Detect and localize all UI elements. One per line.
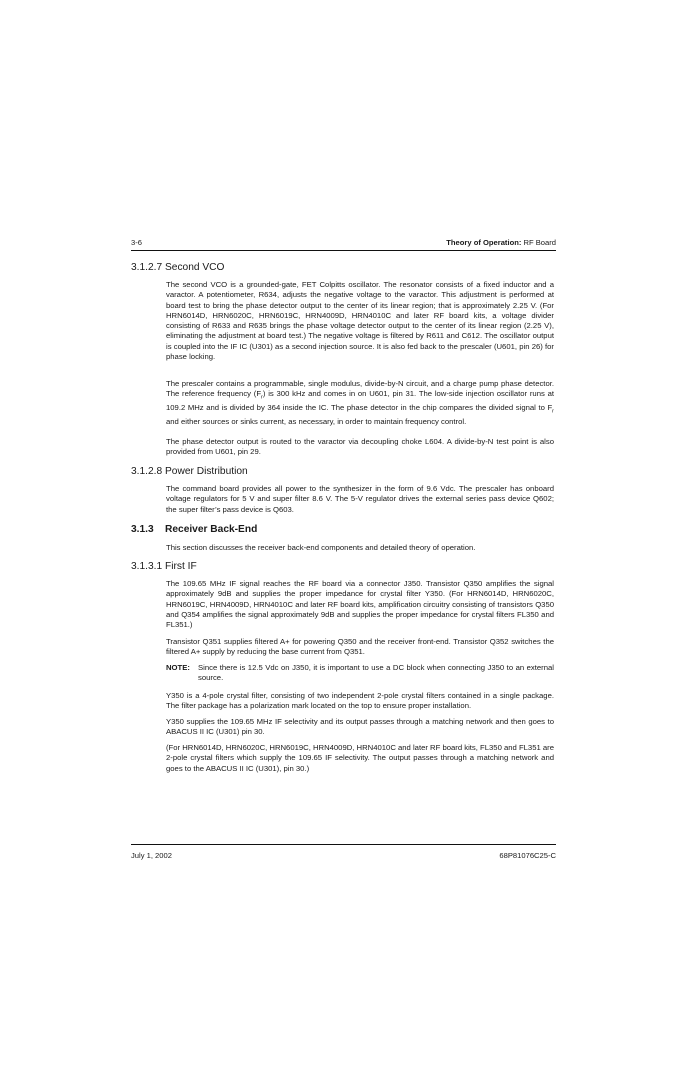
paragraph: Y350 supplies the 109.65 MHz IF selectivity and its output passes through a matching network and then goes to ABACUS II IC (U301) pin 30. [166, 717, 554, 737]
paragraph: The command board provides all power to the synthesizer in the form of 9.6 Vdc. The prescaler has onboard voltage regulators for 5 V and super filter 8.6 V. The 5-V regulator drives the external series pass device Q602; the super filter’s pass device is Q603. [166, 484, 554, 514]
heading-second-vco [131, 262, 224, 273]
paragraph: Transistor Q351 supplies filtered A+ for powering Q350 and the receiver front-end. Transistor Q352 switches the filtered A+ supply by reducing the base current from Q351. [166, 637, 554, 657]
subscript: r [552, 408, 554, 415]
paragraph: The phase detector output is routed to the varactor via decoupling choke L604. A divide-by-N test point is also provided from U601, pin 29. [166, 437, 554, 457]
section-title: First IF [165, 561, 197, 572]
header-rule [131, 250, 556, 251]
page-header [131, 238, 556, 250]
paragraph: (For HRN6014D, HRN6020C, HRN6019C, HRN4009D, HRN4010C and later RF board kits, FL350 and FL351 are 2-pole crystal filters which supply the 109.65 IF selectivity. The output passes through a matching network and goes to the ABACUS II IC (U301), pin 30.) [166, 743, 554, 773]
section-title: Second VCO [165, 262, 225, 273]
section-number: 3.1.3 [131, 524, 154, 535]
heading-power-distribution [131, 466, 248, 477]
running-title-bold: Theory of Operation: [446, 238, 522, 247]
page-number: 3-6 [131, 238, 142, 247]
heading-receiver-back-end [131, 524, 257, 535]
section-number: 3.1.3.1 [131, 561, 163, 572]
heading-first-if [131, 561, 197, 572]
publication-date: July 1, 2002 [131, 851, 172, 860]
text-run: and either sources or sinks current, as necessary, in order to maintain frequency control. [166, 416, 467, 426]
paragraph: This section discusses the receiver back-end components and detailed theory of operation. [166, 543, 476, 552]
paragraph: The 109.65 MHz IF signal reaches the RF board via a connector J350. Transistor Q350 amplifies the signal approximately 9dB and supplies the proper impedance for crystal filter Y350. (For HRN6014D, HRN6020C, HRN6019C, HRN4009D, HRN4010C and later RF board kits, amplification circuitry consisting of transistors Q350 and Q354 amplifies the signal approximately 9dB and supplies the proper impedance for crystal filters FL350 and FL351.) [166, 579, 554, 630]
subscript: r [261, 394, 263, 401]
paragraph: The second VCO is a grounded-gate, FET Colpitts oscillator. The resonator consists of a fixed inductor and a varactor. A potentiometer, R634, adjusts the negative voltage to the varactor. This adjustment is performed at board test to bring the phase detector output to the center of its linear region; that is approximately 2.25 V. (For HRN6014D, HRN6020C, HRN6019C, HRN4009D, HRN4010C and later RF board kits, a voltage divider consisting of R633 and R635 brings the phase voltage detector output to the center of its linear region (2.25 V), eliminating the adjustment at board test.) The negative voltage is filtered by R611 and C612. The oscillator output is coupled into the IF IC (U301) as a second injection source. It is also fed back to the prescaler (U601, pin 26) for phase locking. [166, 280, 554, 362]
note-label: NOTE: [166, 663, 190, 672]
section-title: Receiver Back-End [165, 524, 258, 535]
note-text: Since there is 12.5 Vdc on J350, it is important to use a DC block when connecting J350 to an external source. [198, 663, 554, 683]
document-number: 68P81076C25-C [499, 851, 556, 860]
text-run: ) is 300 kHz and comes in on U601, pin 31. The low-side injection oscillator runs at 109.2 MHz and is divided by 364 inside the IC. The phase detector in the chip compares the divided signal to F [166, 389, 554, 413]
section-title: Power Distribution [165, 466, 248, 477]
paragraph: Y350 is a 4-pole crystal filter, consisting of two independent 2-pole crystal filters contained in a single package. The filter package has a polarization mark located on the top to ensure proper installation. [166, 691, 554, 711]
paragraph [166, 379, 554, 427]
footer-rule [131, 844, 556, 845]
running-title-rest: RF Board [521, 238, 556, 247]
running-title [446, 238, 556, 247]
section-number: 3.1.2.7 [131, 262, 163, 273]
note-block [166, 663, 554, 684]
section-number: 3.1.2.8 [131, 466, 163, 477]
text-run: The prescaler contains a programmable, single modulus, divide-by-N circuit, and a charge pump phase detector. The reference frequency (F [166, 379, 554, 399]
